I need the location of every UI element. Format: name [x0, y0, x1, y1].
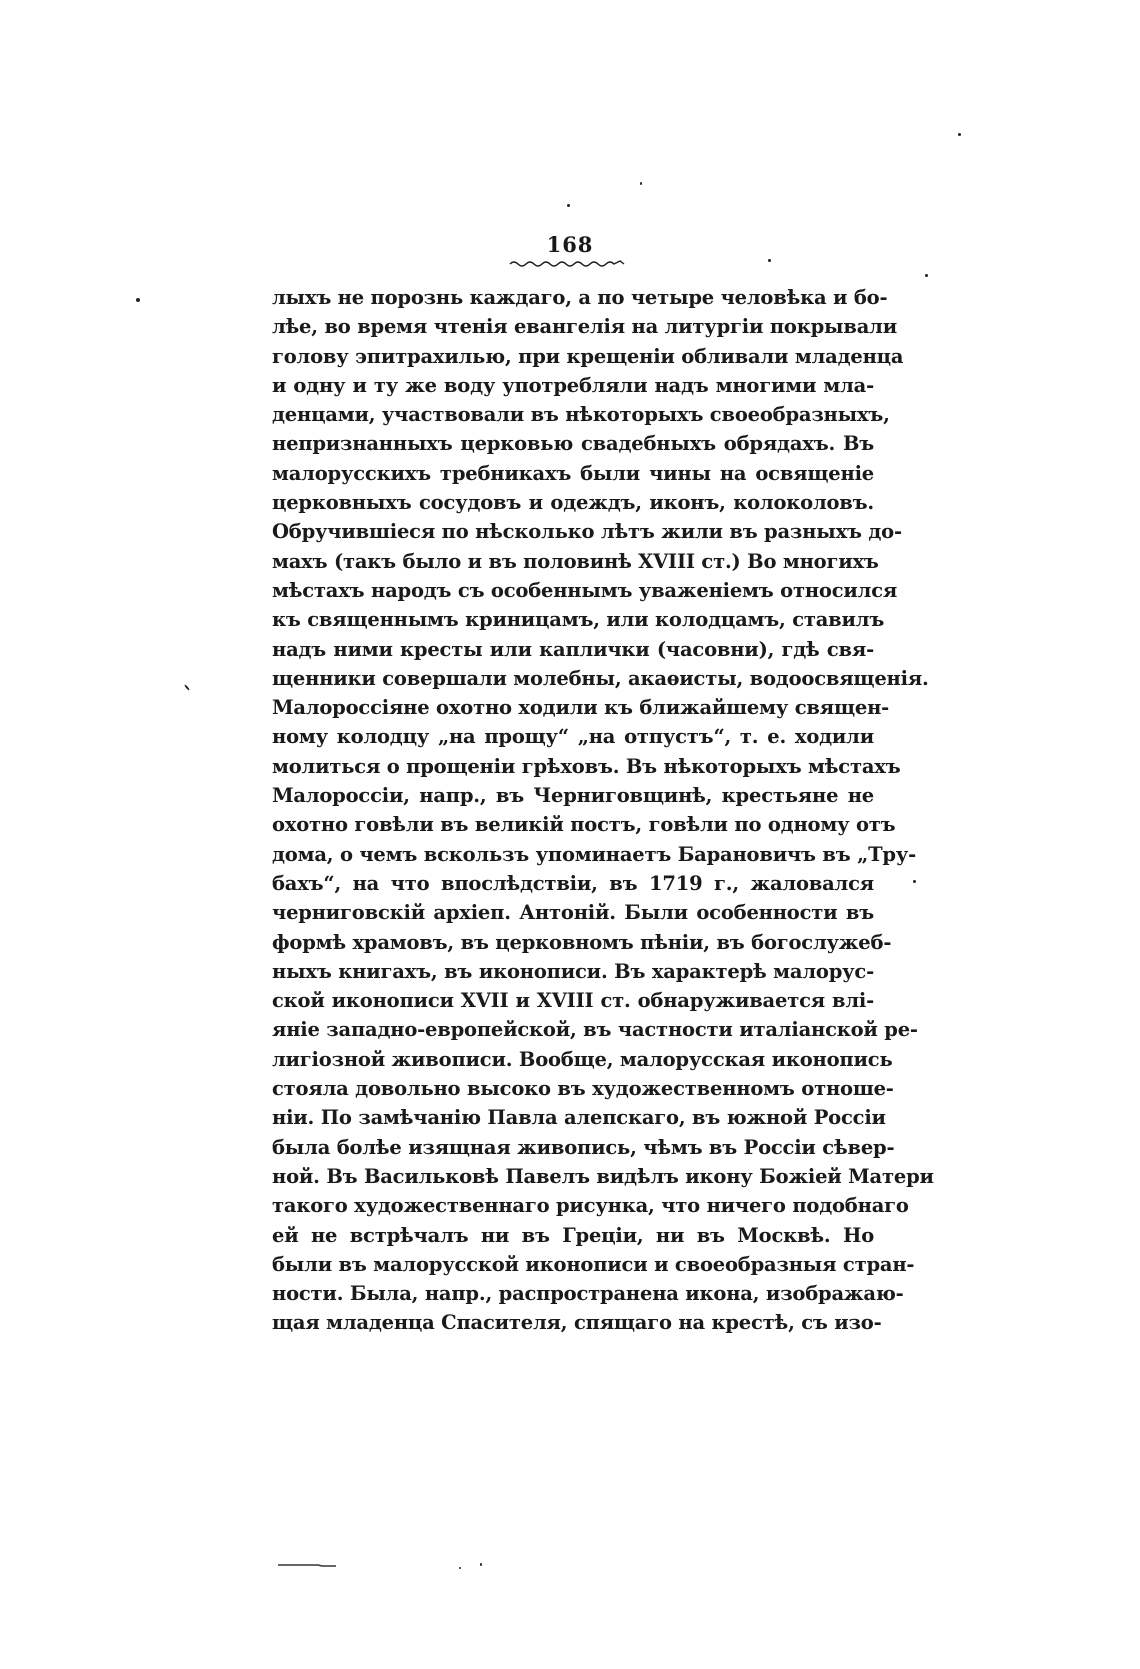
text-line: ному колодцу „на прощу“ „на отпустъ“, т. е. ходили: [272, 725, 874, 749]
page-number: 168: [546, 232, 594, 257]
text-line: лыхъ не порознь каждаго, а по четыре человѣка и бо-: [272, 286, 888, 309]
text-line: и одну и ту же воду употребляли надъ многими мла-: [272, 373, 874, 397]
text-line: церковныхъ сосудовъ и одеждъ, иконъ, колоколовъ.: [272, 491, 874, 515]
text-line: ной. Въ Васильковѣ Павелъ видѣлъ икону Божіей Матери: [272, 1164, 934, 1188]
text-line: ніи. По замѣчанію Павла алепскаго, въ южной Россіи: [272, 1106, 886, 1130]
scan-speck: [640, 182, 642, 185]
text-line: малорусскихъ требникахъ были чины на освященіе: [272, 461, 874, 485]
text-line: ныхъ книгахъ, въ иконописи. Въ характерѣ малорус-: [272, 959, 874, 983]
scan-speck: [184, 684, 190, 691]
text-line: ности. Была, напр., распространена икона, изображаю-: [272, 1282, 904, 1306]
text-line: яніе западно-европейской, въ частности италіанской ре-: [272, 1018, 918, 1042]
text-line: лигіозной живописи. Вообще, малорусская иконопись: [272, 1047, 893, 1071]
page-number-ornament: [508, 258, 626, 268]
text-line: дома, о чемъ вскользъ упоминаетъ Барановичъ въ „Тру-: [272, 842, 917, 866]
scan-mark: [278, 1563, 338, 1567]
scan-speck: [768, 259, 771, 262]
scan-speck: [480, 1563, 482, 1566]
scan-speck: [459, 1567, 461, 1569]
text-line: денцами, участвовали въ нѣкоторыхъ своеобразныхъ,: [272, 403, 890, 427]
text-line: махъ (такъ было и въ половинѣ XVIII ст.) Во многихъ: [272, 549, 879, 573]
text-line: къ священнымъ криницамъ, или колодцамъ, ставилъ: [272, 608, 885, 632]
text-line: такого художественнаго рисунка, что ничего подобнаго: [272, 1194, 909, 1218]
text-line: черниговскій архіеп. Антоній. Были особенности въ: [272, 901, 874, 925]
text-line: щенники совершали молебны, акаѳисты, водоосвященія.: [272, 666, 929, 690]
scan-speck: [925, 274, 928, 277]
text-line: надъ ними кресты или каплички (часовни), гдѣ свя-: [272, 637, 874, 661]
scan-speck: [136, 298, 140, 302]
text-line: формѣ храмовъ, въ церковномъ пѣніи, въ богослужеб-: [272, 930, 892, 954]
text-line: мѣстахъ народъ съ особеннымъ уваженіемъ относился: [272, 578, 898, 602]
text-line: Малороссіи, напр., въ Черниговщинѣ, крестьяне не: [272, 784, 874, 808]
body-text: [272, 283, 934, 1338]
text-line: была болѣе изящная живопись, чѣмъ въ Россіи сѣвер-: [272, 1135, 895, 1159]
text-line: непризнанныхъ церковью свадебныхъ обрядахъ. Въ: [272, 432, 874, 456]
scan-speck: [913, 880, 916, 883]
text-line: ской иконописи XVII и XVIII ст. обнаруживается влі-: [272, 989, 874, 1013]
text-line: голову эпитрахилью, при крещеніи обливали младенца: [272, 344, 904, 368]
text-line: бахъ“, на что впослѣдствіи, въ 1719 г., жаловался: [272, 871, 874, 895]
text-line: Малороссіяне охотно ходили къ ближайшему священ-: [272, 696, 890, 720]
text-line: Обручившіеся по нѣсколько лѣтъ жили въ разныхъ до-: [272, 520, 902, 544]
scan-speck: [567, 204, 570, 207]
text-line: лѣе, во время чтенія евангелія на литургіи покрывали: [272, 315, 897, 339]
text-line: ей не встрѣчалъ ни въ Греціи, ни въ Москвѣ. Но: [272, 1223, 874, 1247]
text-line: стояла довольно высоко въ художественномъ отноше-: [272, 1077, 894, 1101]
scan-speck: [958, 133, 961, 136]
text-line: были въ малорусской иконописи и своеобразныя стран-: [272, 1252, 915, 1276]
text-line: молиться о прощеніи грѣховъ. Въ нѣкоторыхъ мѣстахъ: [272, 754, 901, 778]
text-line: щая младенца Спасителя, спящаго на крестѣ, съ изо-: [272, 1311, 882, 1335]
text-line: охотно говѣли въ великій постъ, говѣли по одному отъ: [272, 813, 896, 837]
